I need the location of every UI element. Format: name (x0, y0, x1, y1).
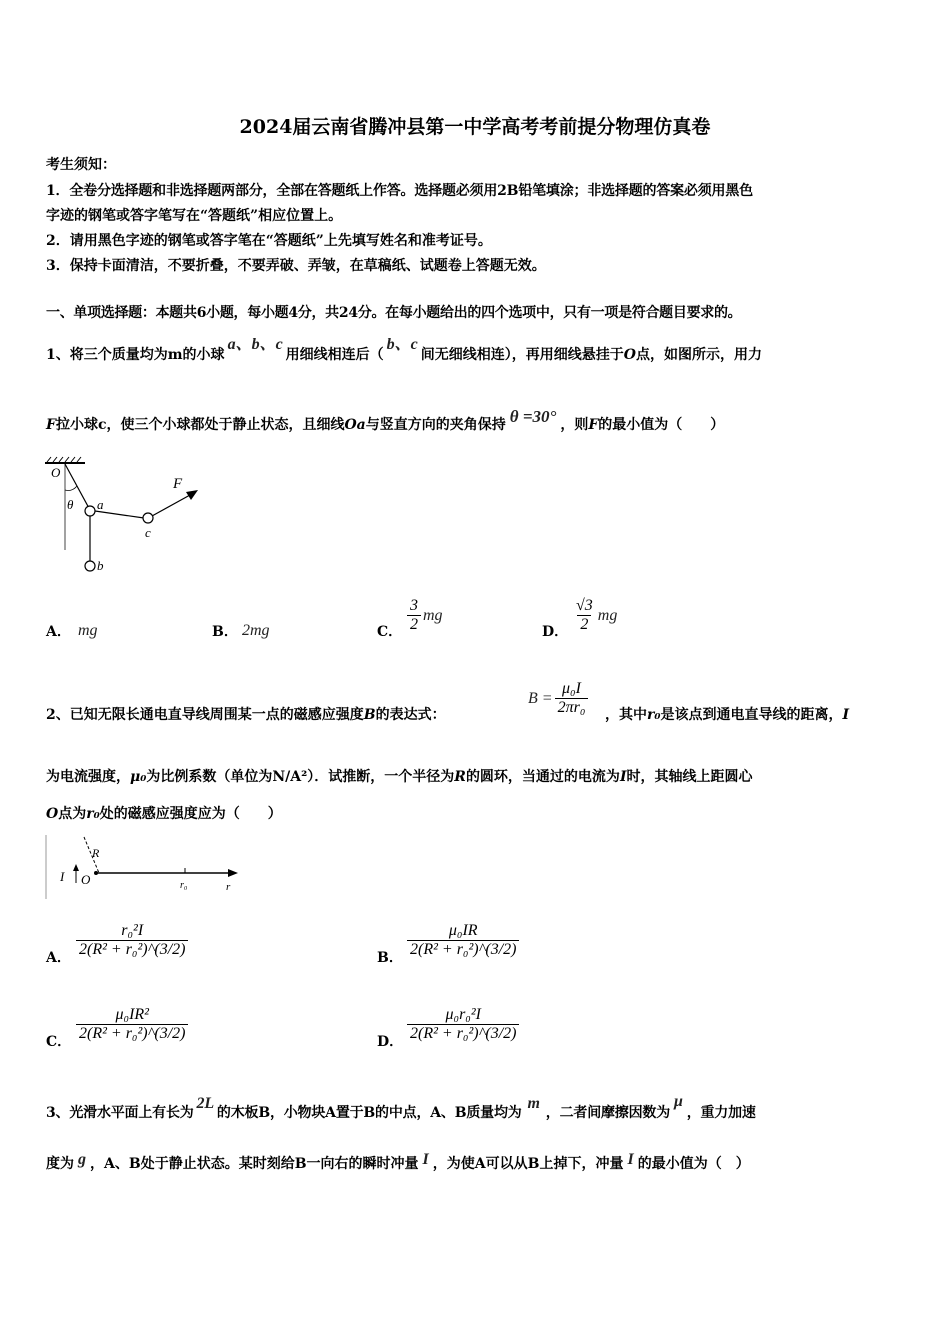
q1-balls-bc: b、c (386, 336, 418, 353)
q1-option-c-fraction (407, 597, 421, 635)
q1-option-c-tail: mg (423, 606, 443, 624)
label-o: O (81, 872, 91, 887)
q1-text-6: 与竖直方向的夹角保持 (365, 417, 506, 433)
q1-text-2: 用细线相连后（ (285, 347, 384, 363)
ball-b (85, 561, 95, 571)
q1-option-c-num: 3 (410, 597, 418, 614)
q2-option-a-label[interactable]: A． (46, 950, 71, 966)
q3-line-1 (46, 1093, 756, 1122)
label-a: a (97, 497, 104, 512)
label-b: b (97, 558, 104, 573)
q2-symbol-i: I (842, 707, 850, 723)
q2-option-b-fraction (407, 922, 519, 960)
q1-option-d-den: 2 (577, 615, 591, 634)
q2-symbol-r0-2: r₀ (86, 806, 100, 822)
q1-option-d-num: √3 (576, 597, 593, 614)
q1-option-b[interactable]: 2mg (242, 622, 270, 639)
q1-text-7: ，则 (560, 417, 589, 433)
notice-heading: 考生须知： (46, 157, 116, 173)
q3-text-7: ，为使A可以从B上掉下，冲量 (432, 1156, 624, 1172)
q3-mass: m (527, 1095, 540, 1112)
q3-mu: μ (674, 1093, 683, 1110)
label-r-axis: r (226, 881, 231, 893)
q3-text-6: ，A、B处于静止状态。某时刻给B一向右的瞬时冲量 (90, 1156, 419, 1172)
q2-option-b-num: μ₀IR (448, 922, 478, 939)
q1-text-1: 1、将三个质量均为m的小球 (46, 347, 225, 363)
force-line (152, 495, 190, 516)
q2-symbol-i-2: I (619, 769, 627, 785)
q2-option-c-num: μ₀IR² (115, 1006, 149, 1023)
q2-option-a-den: 2(R² + r₀²)^(3/2) (76, 940, 188, 959)
q1-option-d[interactable] (573, 597, 617, 635)
q2-formula (528, 680, 588, 718)
q1-option-c-label[interactable]: C． (377, 624, 403, 640)
q2-symbol-mu0: μ₀ (130, 769, 147, 785)
label-o: O (51, 465, 61, 480)
q1-option-d-fraction (573, 597, 596, 635)
q3-text-2: 的木板B，小物块A置于B的中点，A、B质量均为 (216, 1105, 522, 1121)
q1-line-1 (46, 336, 762, 364)
notice-line-2: 2．请用黑色字迹的钢笔或答字笔在“答题纸”上先填写姓名和准考证号。 (46, 233, 492, 249)
angle-arc (65, 486, 77, 491)
q2-option-c[interactable] (76, 1006, 188, 1044)
q2-text-4: 是该点到通电直导线的距离， (660, 707, 843, 723)
q1-option-a-label[interactable]: A． (46, 624, 71, 640)
q2-text-9: 点为 (58, 806, 87, 822)
q1-text-5: 拉小球c，使三个小球都处于静止状态，且细线 (55, 417, 345, 433)
axis-arrow (228, 869, 238, 877)
q1-option-a[interactable]: mg (78, 622, 98, 639)
q2-option-c-label[interactable]: C． (46, 1034, 72, 1050)
q1-option-b-label[interactable]: B． (212, 624, 238, 640)
q1-text-4: 点，如图所示，用力 (635, 347, 762, 363)
q1-text-3: 间无细线相连），再用细线悬挂于 (420, 347, 624, 363)
q1-force-f-2: F (588, 417, 599, 433)
q2-option-a-fraction (76, 922, 188, 960)
current-arrow-head (73, 864, 79, 871)
q2-text-1: 2、已知无限长通电直导线周围某一点的磁感应强度 (46, 707, 364, 723)
q1-line-oa: Oa (344, 417, 366, 433)
q3-text-8: 的最小值为（ ） (637, 1156, 750, 1172)
q1-option-c[interactable] (407, 597, 443, 635)
ball-c (143, 513, 153, 523)
label-c: c (145, 525, 151, 540)
q2-text-6: 为比例系数（单位为N/A²）．试推断，一个半径为 (146, 769, 455, 785)
q1-figure (40, 455, 210, 580)
q2-symbol-b: B (363, 707, 376, 723)
q2-symbol-r0: r₀ (647, 707, 661, 723)
q3-line-2 (46, 1153, 750, 1173)
q2-option-b-label[interactable]: B． (377, 950, 403, 966)
label-r0: r₀ (180, 880, 188, 891)
q2-text-3: ，其中 (605, 707, 647, 723)
q2-point-o: O (46, 806, 59, 822)
q2-option-d-fraction (407, 1006, 519, 1044)
q1-text-8: 的最小值为（ ） (598, 417, 725, 433)
q2-symbol-r: R (454, 769, 466, 785)
q2-line-2 (46, 766, 753, 786)
q2-option-b-den: 2(R² + r₀²)^(3/2) (407, 940, 519, 959)
q2-line-1 (46, 704, 446, 724)
q2-text-2: 的表达式： (375, 707, 446, 723)
q2-text-8: 时，其轴线上距圆心 (626, 769, 753, 785)
label-r: R (92, 846, 100, 860)
q2-formula-lhs: B = (528, 689, 553, 707)
q3-impulse-2: I (627, 1151, 634, 1168)
ceiling-hatch (47, 457, 81, 462)
q2-option-d-den: 2(R² + r₀²)^(3/2) (407, 1024, 519, 1043)
q2-option-d-label[interactable]: D． (377, 1034, 404, 1050)
q3-g: g (78, 1151, 86, 1168)
q2-option-c-fraction (76, 1006, 188, 1044)
q3-text-4: ，重力加速 (686, 1105, 756, 1121)
label-f: F (173, 476, 183, 492)
string-ac (95, 511, 144, 518)
q2-figure (44, 833, 244, 901)
q2-option-c-den: 2(R² + r₀²)^(3/2) (76, 1024, 188, 1043)
q2-formula-num: μ₀I (562, 680, 581, 697)
q2-option-a[interactable] (76, 922, 188, 960)
q2-text-5: 为电流强度， (46, 769, 130, 785)
label-i: I (60, 869, 65, 884)
q2-line-1-cont (605, 704, 849, 724)
q3-text-3: ，二者间摩擦因数为 (545, 1105, 670, 1121)
force-arrow-head (186, 490, 198, 500)
q2-option-b[interactable] (407, 922, 519, 960)
section-heading: 一、单项选择题：本题共6小题，每小题4分，共24分。在每小题给出的四个选项中，只有一项是符合题目要求的。 (46, 305, 742, 321)
q2-text-10: 处的磁感应强度应为（ ） (99, 806, 282, 822)
q1-point-o: O (623, 347, 636, 363)
q2-option-a-num: r₀²I (121, 922, 144, 939)
q3-impulse: I (422, 1151, 429, 1168)
q2-formula-den: 2πr₀ (555, 698, 589, 717)
q2-text-7: 的圆环，当通过的电流为 (465, 769, 620, 785)
q1-option-d-tail: mg (597, 606, 618, 624)
q3-text-1: 3、光滑水平面上有长为 (46, 1105, 194, 1121)
center-dot (94, 871, 98, 875)
notice-line-1: 1．全卷分选择题和非选择题两部分，全部在答题纸上作答。选择题必须用2B铅笔填涂；非选择题的答案必须用黑色 (46, 183, 753, 199)
q2-formula-fraction (555, 680, 589, 718)
q1-option-c-den: 2 (407, 615, 421, 634)
q1-balls-abc: a、b、c (227, 336, 283, 353)
q1-option-d-label[interactable]: D． (542, 624, 569, 640)
q3-length: 2L (196, 1095, 214, 1112)
ball-a (85, 506, 95, 516)
q2-line-3 (46, 803, 282, 823)
q1-angle: θ =30° (509, 407, 557, 426)
q1-force-f: F (46, 417, 56, 433)
q3-text-5: 度为 (46, 1156, 74, 1172)
q2-option-d-num: μ₀r₀²I (445, 1006, 481, 1023)
page-title: 2024届云南省腾冲县第一中学高考考前提分物理仿真卷 (239, 116, 711, 138)
notice-line-1-cont: 字迹的钢笔或答字笔写在“答题纸”相应位置上。 (46, 208, 343, 224)
notice-line-3: 3．保持卡面清洁，不要折叠，不要弄破、弄皱，在草稿纸、试题卷上答题无效。 (46, 258, 546, 274)
q1-line-2 (46, 407, 725, 434)
label-theta: θ (67, 497, 74, 512)
q2-option-d[interactable] (407, 1006, 519, 1044)
